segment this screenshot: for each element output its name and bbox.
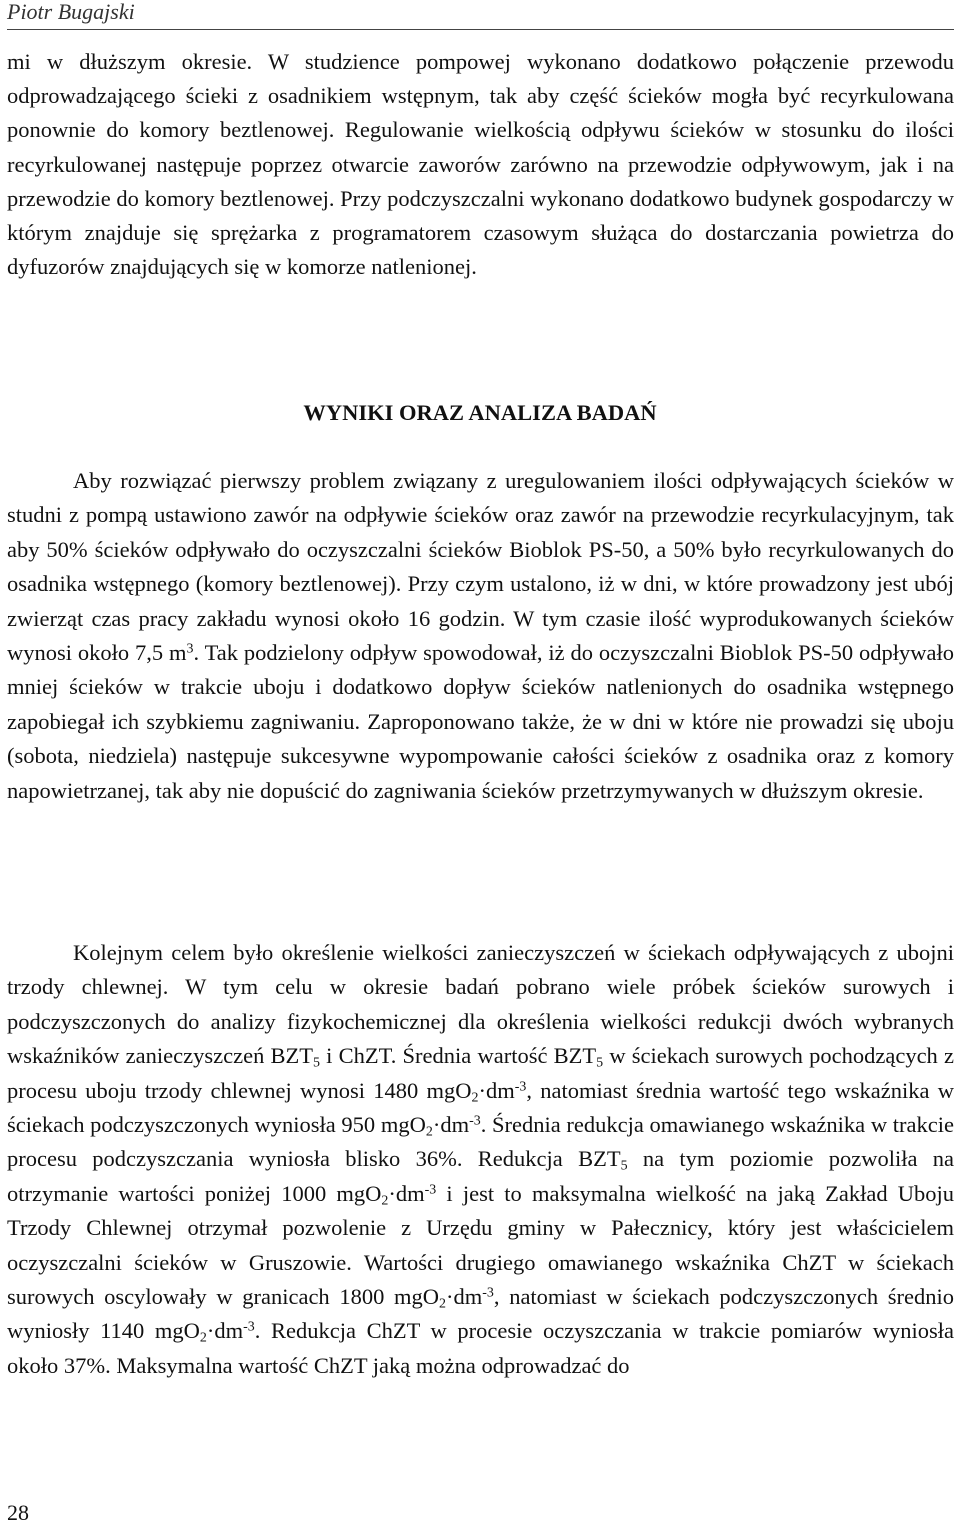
subscript: 5	[313, 1055, 320, 1071]
subscript: 2	[381, 1193, 389, 1209]
cubic-superscript: 3	[186, 641, 194, 657]
paragraph-2-text-a: Aby rozwiązać pierwszy problem związany z uregulowaniem ilości odpływających ścieków w studni z pompą ustawiono zawór na odpływie ścieków oraz zawór na przewodzie recyrkulacyjnym, tak aby 50% ścieków odpływało do oczyszczalni ścieków Bioblok PS-50, a 50% było recyrkulowanych do osadnika wstępnego (komory beztlenowej). Przy czym ustalono, iż w dni, w które prowadzony jest ubój zwierząt czas pracy zakładu wynosi około 16 godzin. W tym czasie ilość wyprodukowanych ścieków wynosi około 7,5 m	[7, 468, 954, 666]
superscript: -3	[514, 1078, 527, 1094]
superscript: -3	[469, 1113, 481, 1129]
body-paragraph-1: mi w dłuższym okresie. W studzience pompowej wykonano dodatkowo połączenie przewodu odprowadzającego ścieki z osadnikiem wstępnym, tak aby część ścieków mogła być recyrkulowana ponownie do komory beztlenowej. Regulowanie wielkością odpływu ścieków w stosunku do ilości recyrkulowanej następuje poprzez otwarcie zaworów zarówno na przewodzie odpływowym, jak i na przewodzie do komory beztlenowej. Przy podczyszczalni wykonano dodatkowo budynek gospodarczy w którym znajduje się sprężarka z programatorem czasowym służąca do dostarczania powietrza do dyfuzorów znajdujących się w komorze natlenionej.	[7, 49, 954, 280]
paragraph-3-text: . Średnia redukcja omawianego wskaźnika w trakcie procesu podczyszczania wyniosła blisko 36%. Redukcja BZT	[7, 1112, 954, 1172]
subscript: 5	[596, 1055, 604, 1071]
paragraph-3-text: i jest to maksymalna wielkość na jaką Zakład Uboju Trzody Chlewnej otrzymał pozwolenie z Urzędu gminy w Pałecznicy, który jest właścicielem oczyszczalni ścieków w Gruszowie. Wartości drugiego omawianego wskaźnika ChZT w ściekach surowych oscylowały w granicach 1800 mgO	[7, 1180, 954, 1310]
subscript: 2	[199, 1330, 207, 1346]
paragraph-3-text: . Redukcja ChZT w procesie oczyszczania w trakcie pomiarów wyniosła około 37%. Maksymalna wartość ChZT jaką można odprowadzać do	[7, 1318, 954, 1378]
paragraph-3-text: i ChZT. Średnia wartość BZT	[319, 1043, 597, 1069]
paragraph-3-text: ·dm	[478, 1077, 515, 1103]
paragraph-3-text: ·dm	[432, 1112, 470, 1138]
subscript: 2	[471, 1090, 479, 1106]
paragraph-2-text-b: . Tak podzielony odpływ spowodował, iż do oczyszczalni Bioblok PS-50 odpływało mniej ścieków w trakcie uboju i dodatkowo dopływ ścieków natlenionych do osadnika wstępnego zapobiegał ich szybkiemu zagniwaniu. Zaproponowano także, że w dni w które nie prowadzi się uboju (sobota, niedziela) następuje sukcesywne wypompowanie całości ścieków z osadnika oraz z komory napowietrzanej, tak aby nie dopuścić do zagniwania ścieków przetrzymywanych w dłuższym okresie.	[7, 640, 955, 803]
subscript: 2	[425, 1124, 433, 1140]
paragraph-3-text: w ściekach surowych pochodzących z procesu uboju trzody chlewnej wynosi 1480 mgO	[7, 1043, 954, 1103]
paragraph-3-text: ·dm	[446, 1284, 483, 1310]
paragraph-3-text: na tym poziomie pozwoliła na otrzymanie wartości poniżej 1000 mgO	[7, 1146, 954, 1206]
superscript: -3	[482, 1285, 494, 1301]
subscript: 5	[620, 1158, 628, 1174]
body-paragraph-2	[7, 464, 954, 808]
page-number: 28	[7, 1500, 29, 1525]
paragraph-3-text: ·dm	[206, 1318, 244, 1344]
paragraph-3-text: , natomiast w ściekach podczyszczonych średnio wyniosły 1140 mgO	[7, 1284, 954, 1344]
subscript: 2	[439, 1296, 447, 1312]
running-head-author: Piotr Bugajski	[7, 0, 135, 24]
superscript: -3	[243, 1319, 255, 1335]
paragraph-3-text: ·dm	[388, 1180, 425, 1206]
paragraph-3-text: , natomiast średnia wartość tego wskaźnika w ściekach podczyszczonych wyniosła 950 mgO	[7, 1077, 954, 1138]
section-heading: WYNIKI ORAZ ANALIZA BADAŃ	[303, 400, 657, 425]
header-rule	[7, 29, 954, 30]
superscript: -3	[424, 1182, 437, 1198]
paragraph-3-text: Kolejnym celem było określenie wielkości zanieczyszczeń w ściekach odpływających z ubojni trzody chlewnej. W tym celu w okresie badań pobrano wiele próbek ścieków surowych i podczyszczonych do analizy fizykochemicznej dla określenia wielkości redukcji dwóch wybranych wskaźników zanieczyszczeń BZT	[7, 940, 954, 1069]
body-paragraph-3	[7, 936, 954, 1383]
